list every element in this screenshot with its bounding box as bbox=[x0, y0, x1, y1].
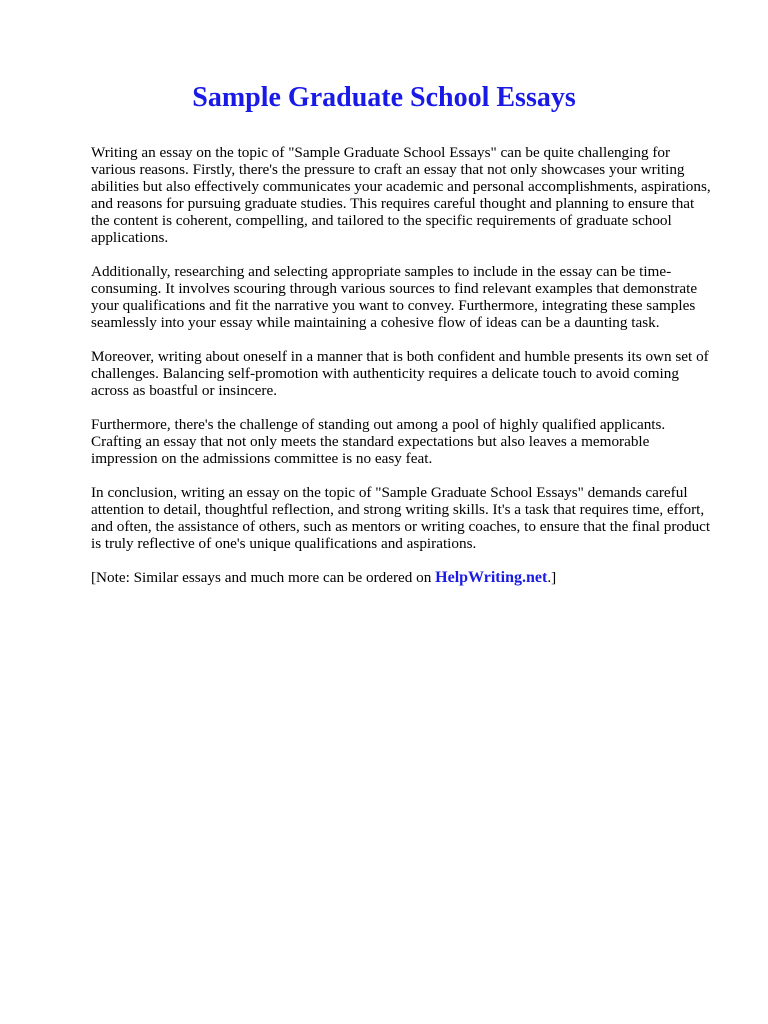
note-prefix: [Note: Similar essays and much more can be ordered on bbox=[91, 569, 436, 586]
note-suffix: .] bbox=[547, 569, 557, 586]
paragraph-2: Additionally, researching and selecting appropriate samples to include in the essay can be time-consuming. It involves scouring through various sources to find relevant examples that demonstrate your qualifications and fit the narrative you want to convey. Furthermore, integrating these samples seamlessly into your essay while maintaining a cohesive flow of ideas can be a daunting task. bbox=[91, 263, 698, 331]
helpwriting-link[interactable]: HelpWriting.net bbox=[435, 569, 548, 586]
document-title: Sample Graduate School Essays bbox=[192, 82, 576, 113]
paragraph-1: Writing an essay on the topic of "Sample Graduate School Essays" can be quite challenging for various reasons. Firstly, there's the pressure to craft an essay that not only showcases your writing abilities but also effectively communicates your academic and personal accomplishments, aspirations, and reasons for pursuing graduate studies. This requires careful thought and planning to ensure that the content is coherent, compelling, and tailored to the specific requirements of graduate school applications. bbox=[91, 144, 711, 246]
paragraph-3: Moreover, writing about oneself in a manner that is both confident and humble presents its own set of challenges. Balancing self-promotion with authenticity requires a delicate touch to avoid coming across as boastful or insincere. bbox=[91, 348, 709, 399]
document-body bbox=[91, 144, 716, 586]
ordering-note bbox=[91, 569, 716, 586]
paragraph-4: Furthermore, there's the challenge of standing out among a pool of highly qualified applicants. Crafting an essay that not only meets the standard expectations but also leaves a memorable impression on the admissions committee is no easy feat. bbox=[91, 416, 666, 467]
paragraph-5: In conclusion, writing an essay on the topic of "Sample Graduate School Essays" demands careful attention to detail, thoughtful reflection, and strong writing skills. It's a task that requires time, effort, and often, the assistance of others, such as mentors or writing coaches, to ensure that the final product is truly reflective of one's unique qualifications and aspirations. bbox=[91, 484, 711, 552]
